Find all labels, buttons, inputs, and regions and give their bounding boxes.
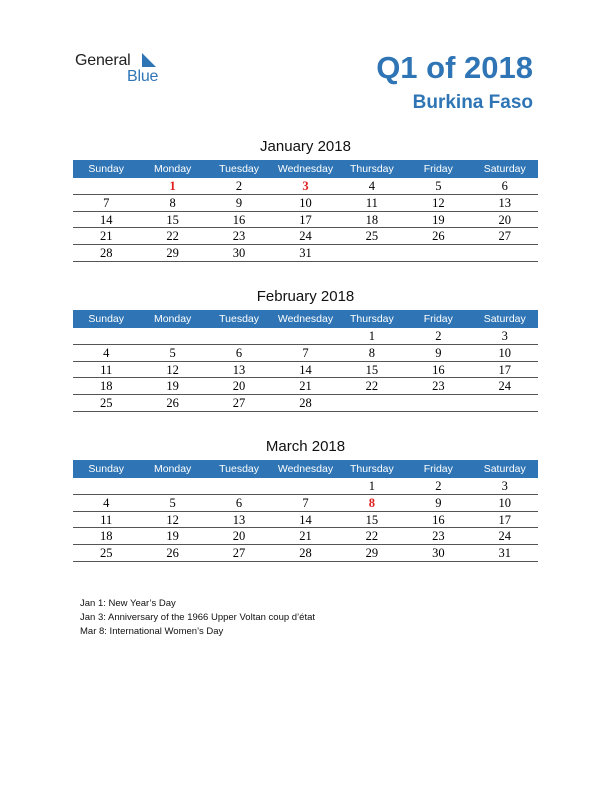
week-row <box>73 512 538 529</box>
week-row <box>73 378 538 395</box>
weekday-label: Sunday <box>88 313 125 325</box>
day-cell <box>206 478 272 494</box>
day-cell: 23 <box>232 229 246 244</box>
page-title: Q1 of 2018 <box>376 50 533 85</box>
day-cell: 8 <box>368 345 376 360</box>
day-cell: 28 <box>299 546 312 561</box>
day-cell: 10 <box>498 345 511 360</box>
week-row <box>73 545 538 562</box>
day-cell: 8 <box>169 195 176 210</box>
day-cell: 30 <box>432 546 445 561</box>
weekday-label: Saturday <box>483 163 526 175</box>
weekday-label: Sunday <box>88 163 125 175</box>
day-cell: 5 <box>169 345 176 360</box>
day-cell: 5 <box>435 179 442 193</box>
day-cell <box>73 478 139 494</box>
day-cell: 13 <box>232 512 246 527</box>
day-cell: 3 <box>501 329 508 343</box>
day-cell: 20 <box>232 379 246 394</box>
weekday-label: Monday <box>153 163 192 175</box>
holiday-note: Jan 1: New Year’s Day <box>80 598 176 609</box>
week-row <box>73 178 538 195</box>
country-subtitle: Burkina Faso <box>412 92 533 113</box>
day-cell <box>339 395 405 411</box>
day-cell <box>339 245 405 261</box>
day-cell: 5 <box>169 495 176 510</box>
day-cell: 22 <box>166 229 179 244</box>
generalblue-logo <box>75 52 175 92</box>
day-cell: 20 <box>232 529 246 544</box>
day-cell <box>73 328 139 344</box>
day-cell: 4 <box>368 179 376 193</box>
day-cell: 24 <box>299 229 312 244</box>
weekday-label: Tuesday <box>219 163 259 175</box>
day-cell: 14 <box>299 362 312 377</box>
weekday-label: Friday <box>423 163 453 175</box>
day-cell: 9 <box>435 495 442 510</box>
day-cell: 3 <box>501 479 508 493</box>
day-cell: 1 <box>368 329 376 343</box>
day-cell: 11 <box>365 195 378 210</box>
weekday-label: Monday <box>153 463 192 475</box>
day-cell <box>272 478 338 494</box>
weekday-header <box>73 460 538 478</box>
day-cell: 21 <box>299 529 312 544</box>
day-cell: 15 <box>166 212 179 227</box>
holiday-notes <box>80 597 315 639</box>
week-row <box>73 478 538 495</box>
day-cell: 8 <box>368 495 376 510</box>
day-cell: 15 <box>365 512 379 527</box>
day-cell: 29 <box>365 546 379 561</box>
day-cell: 22 <box>365 529 379 544</box>
day-cell: 23 <box>432 379 445 394</box>
day-cell: 25 <box>99 396 113 411</box>
day-cell: 18 <box>99 379 113 394</box>
day-cell: 19 <box>166 529 179 544</box>
weekday-label: Thursday <box>350 463 394 475</box>
week-row <box>73 328 538 345</box>
day-cell: 25 <box>99 546 113 561</box>
day-cell: 28 <box>299 396 312 411</box>
day-cell: 16 <box>432 362 445 377</box>
day-cell: 27 <box>232 396 246 411</box>
day-cell: 20 <box>498 212 511 227</box>
day-cell: 12 <box>166 362 179 377</box>
holiday-note: Jan 3: Anniversary of the 1966 Upper Voltan coup d’état <box>80 612 316 623</box>
day-cell: 21 <box>299 379 312 394</box>
day-cell: 24 <box>498 529 511 544</box>
day-cell: 6 <box>501 179 508 193</box>
day-cell: 16 <box>232 212 246 227</box>
holiday-note: Mar 8: International Women’s Day <box>80 626 224 637</box>
day-cell: 16 <box>432 512 445 527</box>
day-cell <box>206 328 272 344</box>
day-cell: 17 <box>299 212 312 227</box>
day-cell: 14 <box>99 212 113 227</box>
day-cell: 30 <box>232 246 246 261</box>
day-cell: 6 <box>235 495 243 510</box>
month-calendar <box>73 288 538 412</box>
day-cell: 27 <box>498 229 511 244</box>
day-cell: 19 <box>166 379 179 394</box>
weekday-label: Tuesday <box>219 313 259 325</box>
day-cell <box>405 395 471 411</box>
month-calendar <box>73 438 538 562</box>
day-cell: 31 <box>299 246 312 261</box>
day-cell: 26 <box>166 396 179 411</box>
day-cell: 11 <box>100 362 113 377</box>
week-row <box>73 245 538 262</box>
day-cell: 17 <box>498 362 511 377</box>
day-cell: 1 <box>368 479 376 493</box>
weekday-label: Wednesday <box>277 463 334 475</box>
day-cell: 18 <box>99 529 113 544</box>
day-cell: 13 <box>232 362 246 377</box>
month-title: March 2018 <box>265 438 346 455</box>
day-cell: 19 <box>432 212 445 227</box>
weekday-label: Sunday <box>88 463 125 475</box>
day-cell: 31 <box>498 546 511 561</box>
day-cell: 22 <box>365 379 379 394</box>
day-cell: 7 <box>302 345 309 360</box>
weekday-label: Wednesday <box>277 313 334 325</box>
day-cell: 15 <box>365 362 379 377</box>
logo-triangle-icon <box>142 53 156 67</box>
day-cell: 2 <box>235 179 243 193</box>
day-cell: 3 <box>302 179 309 193</box>
day-cell: 9 <box>235 195 243 210</box>
weekday-label: Friday <box>423 463 453 475</box>
weekday-label: Saturday <box>483 463 526 475</box>
weekday-label: Friday <box>423 313 453 325</box>
week-row <box>73 528 538 545</box>
week-row <box>73 212 538 229</box>
weekday-header <box>73 310 538 328</box>
day-cell: 4 <box>103 495 110 510</box>
day-cell: 26 <box>166 546 179 561</box>
day-cell: 25 <box>365 229 379 244</box>
day-cell: 27 <box>232 546 246 561</box>
day-cell <box>472 245 538 261</box>
week-row <box>73 362 538 379</box>
month-calendar <box>73 138 538 262</box>
weekday-label: Thursday <box>350 313 394 325</box>
week-row <box>73 345 538 362</box>
month-title: February 2018 <box>256 288 355 305</box>
day-cell: 21 <box>99 229 113 244</box>
weekday-header <box>73 160 538 178</box>
day-cell: 10 <box>299 195 312 210</box>
day-cell <box>73 178 139 194</box>
day-cell: 1 <box>169 179 176 193</box>
day-cell: 4 <box>103 345 110 360</box>
day-cell: 26 <box>432 229 445 244</box>
weekday-label: Saturday <box>483 313 526 325</box>
day-cell <box>272 328 338 344</box>
day-cell: 2 <box>435 329 442 343</box>
day-cell: 12 <box>432 195 445 210</box>
day-cell: 2 <box>435 479 442 493</box>
day-cell: 9 <box>435 345 442 360</box>
weekday-label: Monday <box>153 313 192 325</box>
day-cell: 29 <box>166 246 179 261</box>
logo-general-text: General <box>75 52 131 69</box>
day-cell: 7 <box>302 495 309 510</box>
day-cell: 6 <box>235 345 243 360</box>
day-cell <box>139 328 205 344</box>
week-row <box>73 195 538 212</box>
day-cell: 24 <box>498 379 511 394</box>
day-cell: 23 <box>432 529 445 544</box>
logo-blue-text: Blue <box>127 68 159 85</box>
day-cell: 14 <box>299 512 312 527</box>
day-cell: 18 <box>365 212 379 227</box>
week-row <box>73 395 538 412</box>
day-cell: 17 <box>498 512 511 527</box>
day-cell: 12 <box>166 512 179 527</box>
week-row <box>73 495 538 512</box>
weekday-label: Thursday <box>350 163 394 175</box>
day-cell: 10 <box>498 495 511 510</box>
day-cell <box>139 478 205 494</box>
month-title: January 2018 <box>260 138 351 155</box>
day-cell: 11 <box>100 512 113 527</box>
day-cell <box>405 245 471 261</box>
day-cell: 7 <box>103 195 110 210</box>
weekday-label: Tuesday <box>219 463 259 475</box>
week-row <box>73 228 538 245</box>
day-cell: 13 <box>498 195 511 210</box>
weekday-label: Wednesday <box>277 163 334 175</box>
day-cell: 28 <box>99 246 113 261</box>
day-cell <box>472 395 538 411</box>
